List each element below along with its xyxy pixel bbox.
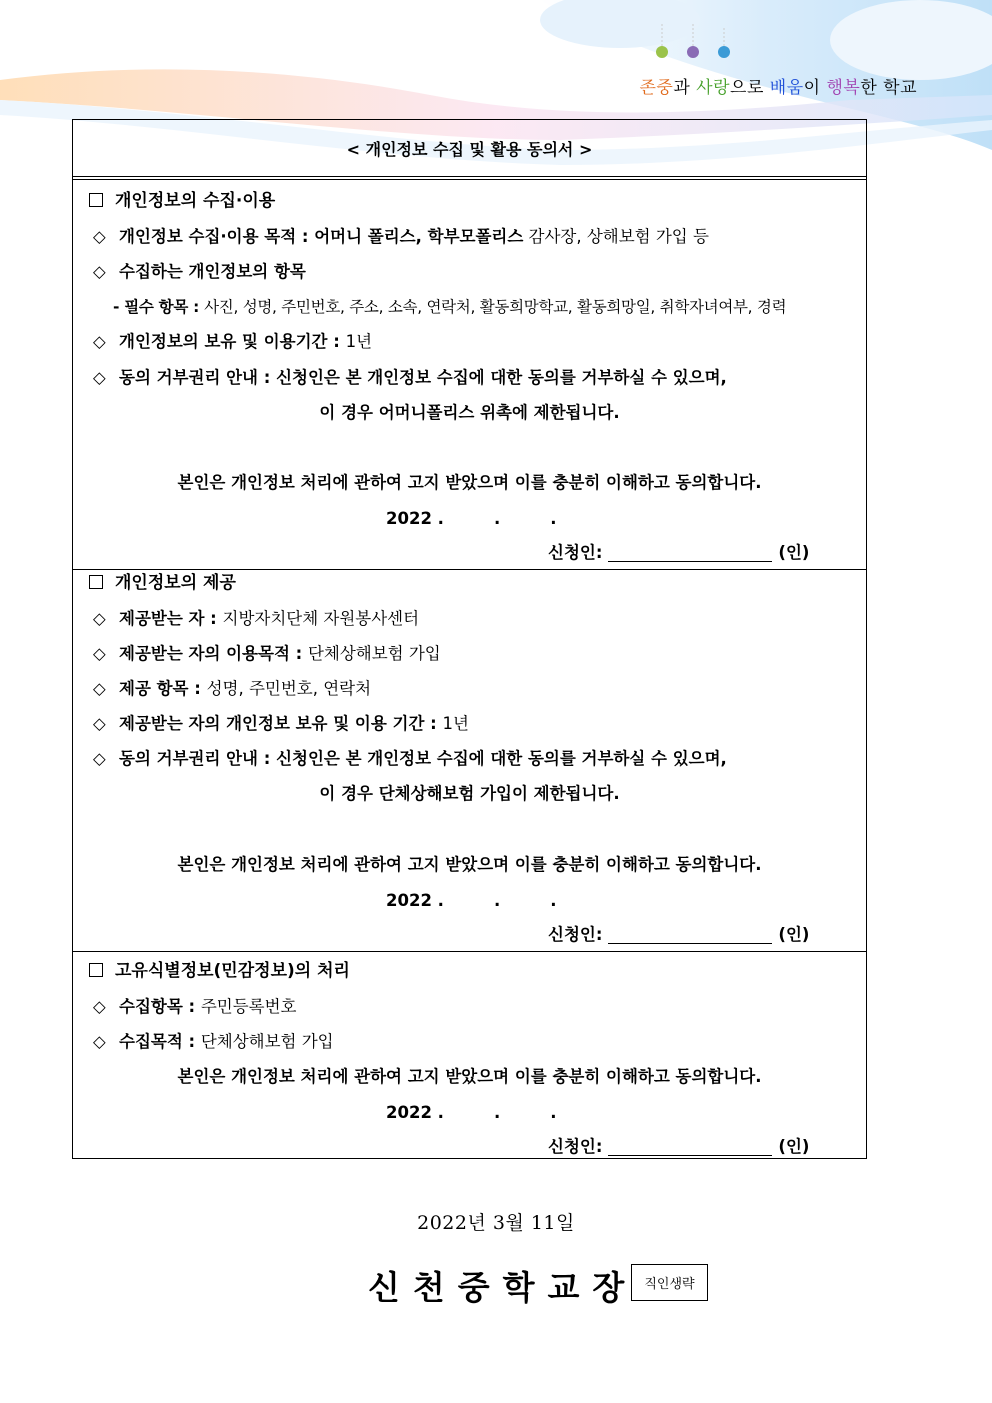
slogan-segment: 과 <box>673 78 697 98</box>
list-item: ◇ 제공 항목 : 성명, 주민번호, 연락처 <box>93 679 372 698</box>
form-title: < 개인정보 수집 및 활용 동의서 > <box>73 120 866 180</box>
signature-field[interactable] <box>608 543 772 562</box>
date-line: 2022 . . . <box>386 509 557 528</box>
decorative-dot <box>687 46 699 58</box>
section-heading: 개인정보의 수집·이용 <box>89 190 275 212</box>
section-collection-use <box>73 180 866 570</box>
seal-omitted-box: 직인생략 <box>631 1264 708 1301</box>
continuation-text: 이 경우 어머니폴리스 위촉에 제한됩니다. <box>319 403 620 422</box>
date-line: 2022 . . . <box>386 891 557 910</box>
diamond-icon: ◇ <box>93 997 106 1016</box>
checkbox-icon <box>89 575 103 589</box>
section-unique-identifiers <box>73 952 866 1158</box>
agreement-text: 본인은 개인정보 처리에 관하여 고지 받았으며 이를 충분히 이해하고 동의합니다. <box>177 1067 762 1086</box>
school-slogan <box>639 73 917 98</box>
signature-line: 신청인: (인) <box>548 925 810 944</box>
date-line: 2022 . . . <box>386 1103 557 1122</box>
decorative-dots <box>650 22 740 62</box>
checkbox-icon <box>89 963 103 977</box>
diamond-icon: ◇ <box>93 227 106 246</box>
decorative-dot <box>718 46 730 58</box>
slogan-segment: 한 학교 <box>860 78 917 98</box>
slogan-segment: 사랑 <box>696 78 731 98</box>
signature-line: 신청인: (인) <box>548 1137 810 1156</box>
list-item: ◇ 제공받는 자의 개인정보 보유 및 이용 기간 : 1년 <box>93 714 469 733</box>
diamond-icon: ◇ <box>93 644 106 663</box>
section-heading: 고유식별정보(민감정보)의 처리 <box>89 960 350 982</box>
slogan-segment: 이 <box>803 78 827 98</box>
slogan-segment: 으로 <box>730 78 770 98</box>
slogan-segment: 존중 <box>639 78 674 98</box>
consent-form <box>72 119 867 1159</box>
section-heading: 개인정보의 제공 <box>89 572 236 594</box>
list-item: ◇ 개인정보의 보유 및 이용기간 : 1년 <box>93 332 373 351</box>
checkbox-icon <box>89 193 103 207</box>
agreement-text: 본인은 개인정보 처리에 관하여 고지 받았으며 이를 충분히 이해하고 동의합니다. <box>177 473 762 492</box>
list-item: ◇ 제공받는 자 : 지방자치단체 자원봉사센터 <box>93 609 420 628</box>
list-item: ◇ 수집하는 개인정보의 항목 <box>93 262 306 281</box>
decorative-dot <box>656 46 668 58</box>
list-item: ◇ 동의 거부권리 안내 : 신청인은 본 개인정보 수집에 대한 동의를 거부하실 수 있으며, <box>93 368 727 387</box>
section-provision <box>73 570 866 952</box>
continuation-text: 이 경우 단체상해보험 가입이 제한됩니다. <box>319 784 620 803</box>
diamond-icon: ◇ <box>93 714 106 733</box>
list-item: ◇ 수집항목 : 주민등록번호 <box>93 997 297 1016</box>
signature-field[interactable] <box>608 925 772 944</box>
sub-item: - 필수 항목 : 사진, 성명, 주민번호, 주소, 소속, 연락처, 활동희망학교, 활동희망일, 취학자녀여부, 경력 <box>113 298 787 316</box>
diamond-icon: ◇ <box>93 262 106 281</box>
diamond-icon: ◇ <box>93 368 106 387</box>
diamond-icon: ◇ <box>93 1032 106 1051</box>
principal-title: 신천중학교장 <box>368 1268 638 1307</box>
diamond-icon: ◇ <box>93 749 106 768</box>
list-item: ◇ 제공받는 자의 이용목적 : 단체상해보험 가입 <box>93 644 441 663</box>
list-item: ◇ 동의 거부권리 안내 : 신청인은 본 개인정보 수집에 대한 동의를 거부하실 수 있으며, <box>93 749 727 768</box>
list-item: ◇ 수집목적 : 단체상해보험 가입 <box>93 1032 334 1051</box>
agreement-text: 본인은 개인정보 처리에 관하여 고지 받았으며 이를 충분히 이해하고 동의합니다. <box>177 855 762 874</box>
signature-field[interactable] <box>608 1137 772 1156</box>
slogan-segment: 행복 <box>826 78 861 98</box>
diamond-icon: ◇ <box>93 609 106 628</box>
issue-date: 2022년 3월 11일 <box>417 1212 575 1234</box>
list-item: ◇ 개인정보 수집·이용 목적 : 어머니 폴리스, 학부모폴리스 감사장, 상해보험 가입 등 <box>93 227 709 246</box>
signature-line: 신청인: (인) <box>548 543 810 562</box>
diamond-icon: ◇ <box>93 679 106 698</box>
diamond-icon: ◇ <box>93 332 106 351</box>
slogan-segment: 배움 <box>769 78 804 98</box>
